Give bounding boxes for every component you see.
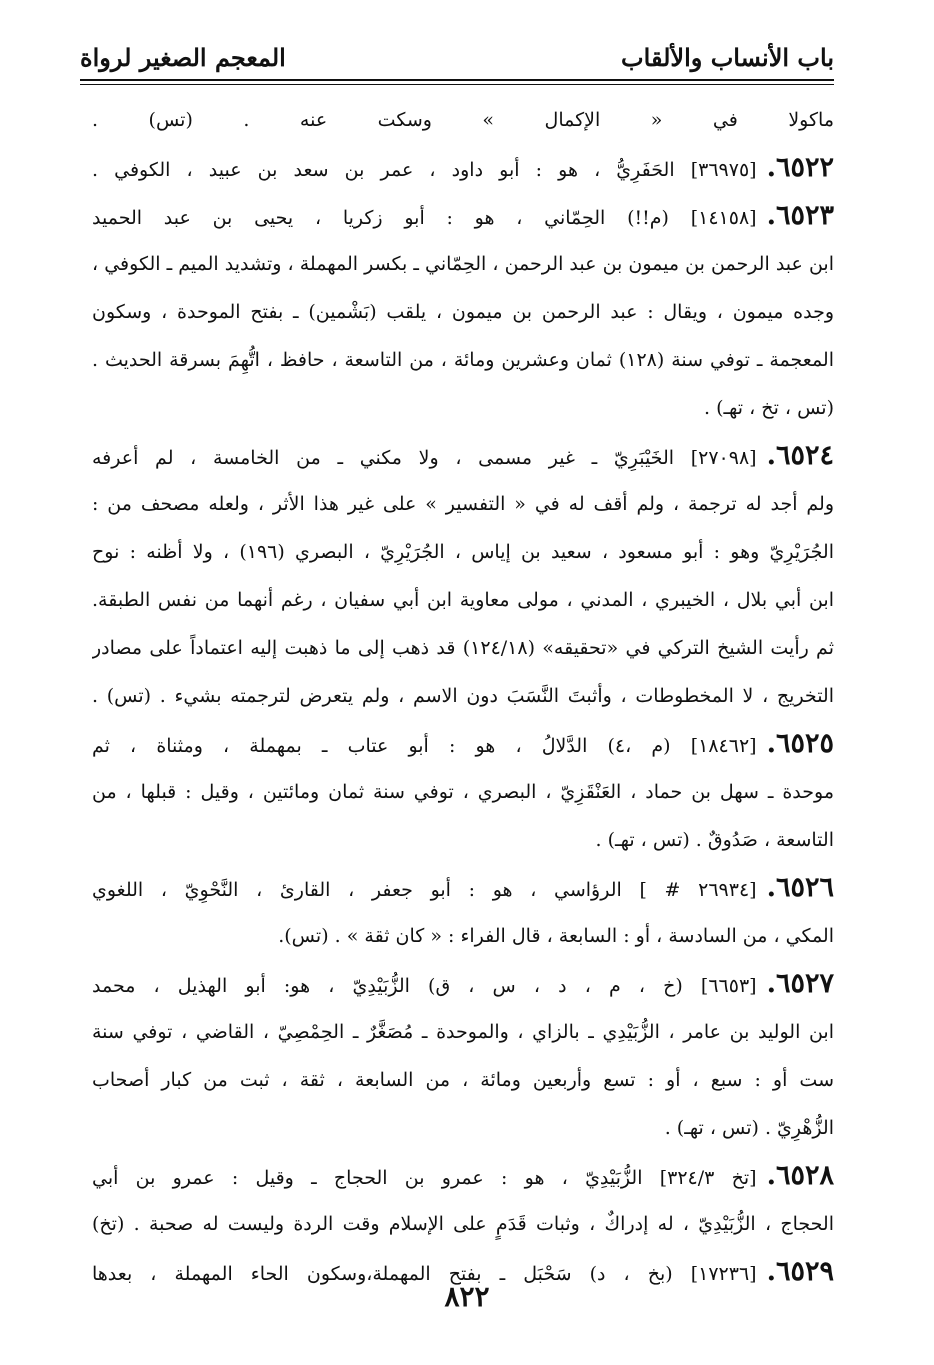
entry-number: ٦٥٢٣.: [766, 200, 834, 231]
entry-number: ٦٥٢٧.: [766, 968, 834, 999]
entry-number: ٦٥٢٨.: [766, 1160, 834, 1191]
text-line: موحدة ـ سهل بن حماد ، العَنْقَزِيّ ، البصري ، توفي سنة ثمان ومائتين ، وقيل : قبلها ، من: [92, 781, 834, 803]
entry-line: ٦٥٢٥.[١٨٤٦٢] (م ،٤) الدَّلالُ ، هو : أبو عتاب ـ بمهملة ، ومثناة ، ثم: [92, 728, 834, 759]
text-line: ابن أبي بلال ، الخيبري ، المدني ، مولى معاوية ابن أبي سفيان ، رغم أنهما من نفس الطبقة.: [92, 589, 834, 611]
entry-number: ٦٥٢٥.: [766, 728, 834, 759]
entry-number: ٦٥٢٦.: [766, 872, 834, 903]
text-line: ابن عبد الرحمن بن ميمون بن عبد الرحمن ، الحِمّاني ـ بكسر المهملة ، وتشديد الميم ـ الكوفي ،: [92, 253, 834, 275]
text-line: (تس ، تخ ، تهـ) .: [703, 397, 834, 419]
text-line: المكي ، من السادسة ، أو : السابعة ، قال الفراء : « كان ثقة » . (تس).: [278, 925, 834, 947]
header-book-title: المعجم الصغير لرواة: [80, 43, 286, 72]
entry-line: ٦٥٢٤.[٢٧٠٩٨] الخَيْبَرِيّ ـ غير مسمى ، ولا مكني ـ من الخامسة ، لم أعرفه: [92, 440, 834, 471]
entry-number: ٦٥٢٩.: [766, 1256, 834, 1287]
text-line: ولم أجد له ترجمة ، ولم أقف له في « التفسير » على غير هذا الأثر ، ولعله مصحف من :: [92, 493, 834, 515]
entry-line: ٦٥٢٦.[٢٦٩٣٤ # ] الرؤاسي ، هو : أبو جعفر ، القارئ ، النَّحْوِيّ ، اللغوي: [92, 872, 834, 903]
header-chapter-title: باب الأنساب والألقاب: [621, 43, 834, 72]
text-line: الحجاج ، الزُّبَيْدِيّ ، له إدراكٌ ، وثبات قَدَمٍ على الإسلام وقت الردة وليست له صحبة . (تخ): [92, 1213, 834, 1235]
running-header: [80, 28, 834, 78]
entry-line: ٦٥٢٩.[١٧٢٣٦] (بخ ، د) سَحْبَل ـ بفتح المهملة،وسكون الحاء المهملة ، بعدها: [92, 1256, 834, 1287]
text-line: الزُّهْرِيّ . (تس ، تهـ) .: [664, 1117, 834, 1139]
text-line: ثم رأيت الشيخ التركي في «تحقيقه» (١٢٤/١٨) قد ذهب إلى ما ذهبت إليه اعتماداً على مصادر: [92, 637, 834, 659]
page-number: ٨٢٢: [444, 1280, 490, 1313]
entry-line: ٦٥٢٧.[٦٦٥٣] (خ ، م ، د ، س ، ق) الزُّبَيْدِيّ ، هو: أبو الهذيل ، محمد: [92, 968, 834, 999]
text-line: التخريج ، لا المخطوطات ، وأثبتَ النَّسَبَ دون الاسم ، ولم يتعرض لترجمته بشيء . (تس) .: [92, 685, 834, 707]
text-line: الجُرَيْرِيّ وهو : أبو مسعود ، سعيد بن إياس ، الجُرَيْرِيّ ، البصري (١٩٦) ، ولا أظنه : نوح: [92, 541, 834, 563]
text-line: المعجمة ـ توفي سنة (١٢٨) ثمان وعشرين ومائة ، من التاسعة ، حافظ ، اتُّهِمَ بسرقة الحديث .: [92, 349, 834, 371]
text-line: وجده ميمون ، ويقال : عبد الرحمن بن ميمون ، يلقب (بَشْمين) ـ بفتح الموحدة ، وسكون: [92, 301, 834, 323]
entry-line: ٦٥٢٨.[تخ ٣٢٤/٣] الزُّبَيْدِيّ ، هو : عمرو بن الحجاج ـ وقيل : عمرو بن أبي: [92, 1160, 834, 1191]
entry-line: ٦٥٢٢.[٣٦٩٧٥] الحَفَرِيُّ ، هو : أبو داود ، عمر بن سعد بن عبيد ، الكوفي .: [92, 152, 834, 183]
text-line: ابن الوليد بن عامر ، الزُّبَيْدِي ـ بالزاي ، والموحدة ـ مُصَغَّرٌ ـ الحِمْصِيّ ، القاضي ، توفي سنة: [92, 1021, 834, 1043]
text-line: ماكولا في « الإكمال » وسكت عنه . (تس) .: [92, 109, 834, 131]
header-divider: [80, 79, 834, 85]
text-line: ست أو : سبع ، أو : تسع وأربعين ومائة ، من السابعة ، ثقة ، ثبت من كبار أصحاب: [92, 1069, 834, 1091]
body-text: [92, 96, 834, 1296]
text-line: التاسعة ، صَدُوقٌ . (تس ، تهـ) .: [595, 829, 834, 851]
entry-number: ٦٥٢٢.: [766, 152, 834, 183]
entry-number: ٦٥٢٤.: [766, 440, 834, 471]
entry-line: ٦٥٢٣.[١٤١٥٨] (م!!) الحِمّاني ، هو : أبو زكريا ، يحيى بن عبد الحميد: [92, 200, 834, 231]
